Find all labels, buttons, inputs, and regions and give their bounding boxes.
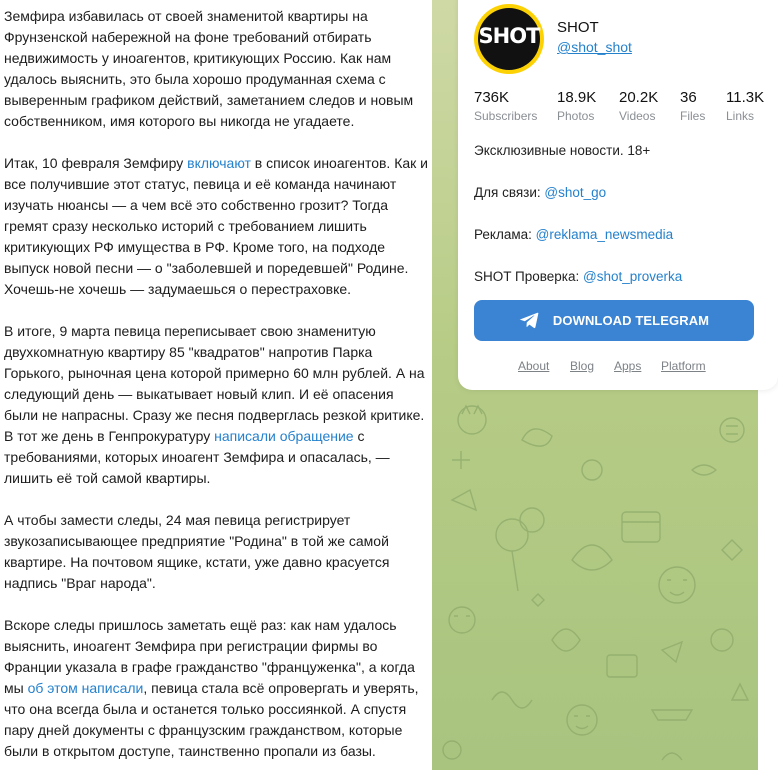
- article-paragraph: Итак, 10 февраля Земфиру включают в список иноагентов. Как и все получившие этот статус, певица и её команда начинают изучать нюансы — а чем всё это собственно грозит? Тогда гремят сразу несколько историй с требованием лишить критикующих РФ имущества в РФ. Кроме того, на подходе выпуск новой песни — о "заболевшей и поредевшей" Родине. Хочешь-не хочешь — задумаешься о перестраховке.: [4, 155, 428, 297]
- channel-handle[interactable]: @shot_shot: [557, 39, 632, 55]
- proverka-link[interactable]: @shot_proverka: [582, 269, 683, 284]
- download-telegram-button[interactable]: [474, 300, 754, 341]
- article-paragraph: В итоге, 9 марта певица переписывает свою знаменитую двухкомнатную квартиру 85 "квадратов" напротив Парка Горького, рыночная цена которой примерно 60 млн рублей. А на следующий день — выкатывает новый клип. И её опасения были не напрасны. Сразу же песня подверглась резкой критике. В тот же день в Генпрокуратуру написали обращение с требованиями, которых иноагент Земфира и опасалась, — лишить её той самой квартиры.: [4, 323, 425, 486]
- channel-description: Эксклюзивные новости. 18+: [474, 143, 651, 158]
- stat-files: 36 Files: [680, 89, 706, 123]
- telegram-plane-icon: [519, 312, 539, 329]
- article-link[interactable]: об этом написали: [27, 680, 144, 696]
- article-link[interactable]: включают: [187, 155, 251, 171]
- channel-ads: Реклама: @reklama_newsmedia: [474, 227, 674, 242]
- stat-subscribers: 736K Subscribers: [474, 89, 538, 123]
- channel-proverka: SHOT Проверка: @shot_proverka: [474, 269, 683, 284]
- article-paragraph: Земфира избавилась от своей знаменитой квартиры на Фрунзенской набережной на фоне требований отбирать недвижимость у иноагентов, критикующих Россию. Как нам удалось выяснить, это была хорошо продуманная схема с выверенным графиком действий, заметанием следов и новым собственником, имя которого вы никогда не угадаете.: [4, 8, 414, 129]
- contact-link[interactable]: @shot_go: [544, 185, 607, 200]
- channel-title: SHOT: [557, 19, 599, 36]
- ads-link[interactable]: @reklama_newsmedia: [535, 227, 674, 242]
- channel-contact: Для связи: @shot_go: [474, 185, 607, 200]
- article-paragraph: А чтобы замести следы, 24 мая певица регистрирует звукозаписывающее предприятие "Родина" в той же самой квартире. На почтовом ящике, кстати, уже давно красуется надпись "Враг народа".: [4, 512, 390, 591]
- article-link[interactable]: написали обращение: [214, 428, 354, 444]
- footer-link-about[interactable]: About: [518, 359, 550, 373]
- footer-link-apps[interactable]: Apps: [614, 359, 642, 373]
- avatar-logo: SHOT: [478, 24, 540, 48]
- footer-link-platform[interactable]: Platform: [661, 359, 706, 373]
- channel-avatar: [474, 4, 544, 74]
- article-paragraph: Вскоре следы пришлось заметать ещё раз: как нам удалось выяснить, иноагент Земфира при регистрации фирмы во Франции указала в графе гражданство "француженка", а когда мы об этом написали, певица стала всё опровергать и уверять, что она всегда была и останется только россиянкой. А спустя пару дней документы с французским гражданством, которые были в открытом доступе, таинственно пропали из базы.: [4, 617, 419, 759]
- stat-videos: 20.2K Videos: [619, 89, 659, 123]
- article-body: [4, 6, 428, 783]
- stat-links: 11.3K Links: [726, 89, 765, 123]
- download-label: DOWNLOAD TELEGRAM: [552, 313, 710, 328]
- stat-photos: 18.9K Photos: [557, 89, 597, 123]
- footer-link-blog[interactable]: Blog: [570, 359, 595, 373]
